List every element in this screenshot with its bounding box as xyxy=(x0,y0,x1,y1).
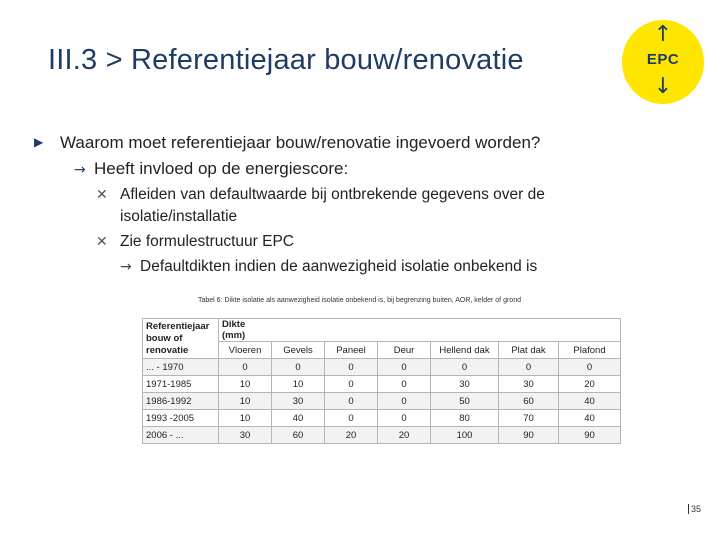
value-cell: 40 xyxy=(559,393,621,410)
column-header: Plat dak xyxy=(499,342,559,359)
value-cell: 0 xyxy=(378,359,431,376)
bullet-level2 xyxy=(74,159,348,179)
value-cell: 90 xyxy=(499,427,559,444)
bullet-text: Waarom moet referentiejaar bouw/renovatie ingevoerd worden? xyxy=(60,133,541,152)
row-header: Referentiejaar bouw of renovatie xyxy=(143,319,219,359)
value-cell: 50 xyxy=(431,393,499,410)
value-cell: 70 xyxy=(499,410,559,427)
value-cell: 10 xyxy=(272,376,325,393)
table-row xyxy=(143,427,621,444)
value-cell: 0 xyxy=(378,393,431,410)
page-title: III.3 > Referentiejaar bouw/renovatie xyxy=(48,44,524,76)
column-header: Paneel xyxy=(325,342,378,359)
value-cell: 100 xyxy=(431,427,499,444)
period-cell: 1986-1992 xyxy=(143,393,219,410)
cross-bullet-icon: ✕ xyxy=(96,234,108,250)
value-cell: 0 xyxy=(325,376,378,393)
column-header: Vloeren xyxy=(219,342,272,359)
value-cell: 0 xyxy=(499,359,559,376)
bullet-level1 xyxy=(34,133,540,153)
bullet-text: Heeft invloed op de energiescore: xyxy=(94,159,349,178)
bullet-level3 xyxy=(96,186,545,204)
bullet-continuation xyxy=(120,208,237,226)
value-cell: 0 xyxy=(325,393,378,410)
period-cell: 1993 -2005 xyxy=(143,410,219,427)
value-cell: 30 xyxy=(431,376,499,393)
value-cell: 0 xyxy=(559,359,621,376)
table-row xyxy=(143,393,621,410)
value-cell: 0 xyxy=(219,359,272,376)
triangle-bullet-icon: ▶ xyxy=(34,135,44,149)
period-cell: ... - 1970 xyxy=(143,359,219,376)
table-row xyxy=(143,410,621,427)
period-cell: 1971-1985 xyxy=(143,376,219,393)
value-cell: 10 xyxy=(219,410,272,427)
value-cell: 30 xyxy=(272,393,325,410)
arrow-bullet-icon: → xyxy=(120,259,132,275)
insulation-thickness-table xyxy=(142,318,621,444)
bullet-level4 xyxy=(120,258,537,276)
value-cell: 90 xyxy=(559,427,621,444)
value-cell: 40 xyxy=(559,410,621,427)
value-cell: 60 xyxy=(272,427,325,444)
group-header: Dikte (mm) xyxy=(219,319,272,342)
value-cell: 20 xyxy=(559,376,621,393)
value-cell: 0 xyxy=(378,410,431,427)
value-cell: 40 xyxy=(272,410,325,427)
value-cell: 10 xyxy=(219,376,272,393)
bullet-text: Defaultdikten indien de aanwezigheid isolatie onbekend is xyxy=(140,258,538,275)
value-cell: 80 xyxy=(431,410,499,427)
page-number: 35 xyxy=(688,504,701,514)
column-header: Deur xyxy=(378,342,431,359)
value-cell: 0 xyxy=(272,359,325,376)
arrow-bullet-icon: → xyxy=(74,162,86,178)
value-cell: 30 xyxy=(219,427,272,444)
value-cell: 0 xyxy=(378,376,431,393)
value-cell: 20 xyxy=(378,427,431,444)
value-cell: 60 xyxy=(499,393,559,410)
arrow-down-icon: ↓ xyxy=(653,74,673,99)
table-body xyxy=(143,359,621,444)
value-cell: 30 xyxy=(499,376,559,393)
arrow-up-icon: ↑ xyxy=(653,22,673,47)
value-cell: 0 xyxy=(431,359,499,376)
column-header: Plafond xyxy=(559,342,621,359)
bullet-text: Afleiden van defaultwaarde bij ontbrekende gegevens over de xyxy=(120,186,545,203)
bullet-level3 xyxy=(96,233,294,251)
bullet-text: Zie formulestructuur EPC xyxy=(120,233,294,250)
table-row xyxy=(143,376,621,393)
value-cell: 20 xyxy=(325,427,378,444)
value-cell: 10 xyxy=(219,393,272,410)
period-cell: 2006 - ... xyxy=(143,427,219,444)
value-cell: 0 xyxy=(325,410,378,427)
value-cell: 0 xyxy=(325,359,378,376)
column-header: Gevels xyxy=(272,342,325,359)
column-header: Hellend dak xyxy=(431,342,499,359)
table-row xyxy=(143,359,621,376)
epc-label: EPC xyxy=(646,51,680,68)
epc-badge xyxy=(622,20,704,104)
bullet-text: isolatie/installatie xyxy=(120,208,238,225)
table-caption: Tabel 6: Dikte isolatie als aanwezigheid isolatie onbekend is, bij begrenzing buiten, AOR, kelder of grond xyxy=(198,297,521,304)
cross-bullet-icon: ✕ xyxy=(96,187,108,203)
